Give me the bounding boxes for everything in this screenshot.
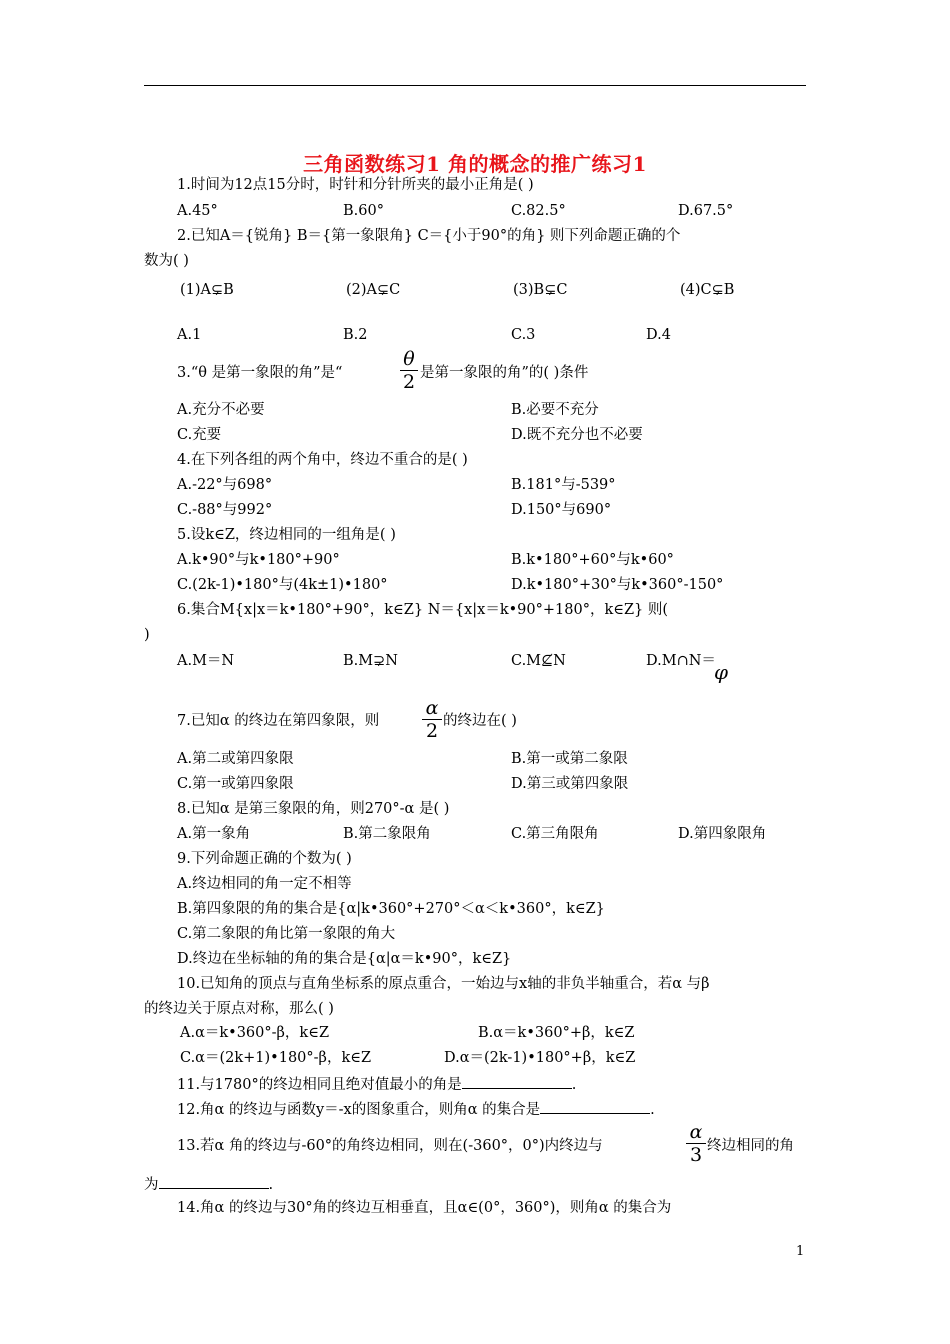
question-7-part-a: 7.已知α 的终边在第四象限，则 [177, 713, 380, 729]
q7-option-c: C.第一或第四象限 [177, 776, 294, 792]
q4-option-b: B.181°与-539° [511, 477, 616, 493]
q8-option-b: B.第二象限角 [343, 826, 431, 842]
q1-option-a: A.45° [177, 203, 218, 219]
question-5: 5.设k∈Z，终边相同的一组角是( ) [177, 527, 396, 543]
question-12-end: . [650, 1102, 655, 1118]
q2-prop-1: (1)A⊊B [180, 282, 234, 298]
question-1: 1.时间为12点15分时，时针和分针所夹的最小正角是( ) [177, 177, 534, 193]
q3-option-a: A.充分不必要 [177, 402, 265, 418]
q4-option-c: C.-88°与992° [177, 502, 273, 518]
question-13-cont-text: 为 [144, 1177, 159, 1193]
q9-option-d: D.终边在坐标轴的角的集合是{α|α＝k•90°，k∈Z} [177, 951, 512, 967]
q3-option-c: C.充要 [177, 427, 222, 443]
question-3-part-a: 3.“θ 是第一象限的角”是“ [177, 365, 343, 381]
page-number: 1 [796, 1244, 805, 1259]
q6-option-d: D.M∩N＝ [646, 653, 716, 669]
q3-option-b: B.必要不充分 [511, 402, 599, 418]
q13-frac-num: α [689, 1121, 703, 1143]
question-14: 14.角α 的终边与30°角的终边互相垂直，且α∈(0°，360°)，则角α 的集合为 [177, 1200, 672, 1216]
question-6: 6.集合M{x|x＝k•180°+90°，k∈Z} N＝{x|x＝k•90°+180°，k∈Z} 则( [177, 602, 669, 618]
q9-option-c: C.第二象限的角比第一象限的角大 [177, 926, 396, 942]
question-12 [177, 1099, 655, 1119]
q13-fraction [686, 1122, 706, 1165]
question-12-text: 12.角α 的终边与函数y＝-x的图象重合，则角α 的集合是 [177, 1102, 541, 1118]
q5-option-b: B.k•180°+60°与k•60° [511, 552, 674, 568]
q7-frac-num: α [425, 697, 439, 719]
q9-option-a: A.终边相同的角一定不相等 [177, 876, 352, 892]
q2-prop-2: (2)A⊊C [346, 282, 401, 298]
question-13-part-b: 终边相同的角 [707, 1138, 794, 1154]
q3-fraction [400, 349, 418, 392]
q1-option-b: B.60° [343, 203, 384, 219]
question-13-cont [144, 1174, 273, 1194]
question-10: 10.已知角的顶点与直角坐标系的原点重合，一始边与x轴的非负半轴重合，若α 与β [177, 976, 710, 992]
q4-option-a: A.-22°与698° [177, 477, 273, 493]
question-4: 4.在下列各组的两个角中，终边不重合的是( ) [177, 452, 468, 468]
q7-option-b: B.第一或第二象限 [511, 751, 628, 767]
question-2: 2.已知A＝{锐角} B＝{第一象限角} C＝{小于90°的角} 则下列命题正确的个 [177, 228, 681, 244]
q10-option-d: D.α＝(2k-1)•180°+β，k∈Z [444, 1050, 636, 1066]
q12-answer-blank [540, 1099, 650, 1114]
q1-option-c: C.82.5° [511, 203, 566, 219]
q10-option-a: A.α＝k•360°-β，k∈Z [180, 1025, 330, 1041]
q2-option-c: C.3 [511, 327, 536, 343]
q9-option-b: B.第四象限的角的集合是{α|k•360°+270°＜α＜k•360°，k∈Z} [177, 901, 605, 917]
question-8: 8.已知α 是第三象限的角，则270°-α 是( ) [177, 801, 450, 817]
q6-option-b: B.M⊋N [343, 653, 398, 669]
q2-option-a: A.1 [177, 327, 202, 343]
question-10-cont: 的终边关于原点对称，那么( ) [144, 1001, 334, 1017]
question-11 [177, 1074, 576, 1094]
q11-answer-blank [462, 1074, 572, 1089]
page-title: 三角函数练习1 角的概念的推广练习1 [303, 152, 647, 176]
q5-option-a: A.k•90°与k•180°+90° [177, 552, 340, 568]
q3-frac-num: θ [403, 348, 415, 370]
header-rule [144, 85, 806, 86]
q4-option-d: D.150°与690° [511, 502, 612, 518]
q13-frac-den: 3 [689, 1144, 703, 1166]
q10-option-c: C.α＝(2k+1)•180°-β，k∈Z [180, 1050, 372, 1066]
q10-option-b: B.α＝k•360°+β，k∈Z [478, 1025, 635, 1041]
question-13-part-a: 13.若α 角的终边与-60°的角终边相同，则在(-360°，0°)内终边与 [177, 1138, 603, 1154]
question-9: 9.下列命题正确的个数为( ) [177, 851, 352, 867]
q2-prop-3: (3)B⊊C [513, 282, 568, 298]
empty-set-symbol: φ [714, 660, 729, 684]
q2-option-b: B.2 [343, 327, 368, 343]
q7-fraction [422, 698, 442, 741]
q8-option-a: A.第一象角 [177, 826, 251, 842]
q6-option-a: A.M＝N [177, 653, 235, 669]
q8-option-d: D.第四象限角 [678, 826, 767, 842]
q2-option-d: D.4 [646, 327, 671, 343]
question-3-part-b: 是第一象限的角”的( )条件 [420, 365, 589, 381]
question-2-cont: 数为( ) [144, 253, 189, 269]
q8-option-c: C.第三角限角 [511, 826, 599, 842]
question-11-text: 11.与1780°的终边相同且绝对值最小的角是 [177, 1077, 462, 1093]
q3-frac-den: 2 [402, 371, 416, 393]
question-6-cont: ) [144, 627, 150, 643]
q1-option-d: D.67.5° [678, 203, 734, 219]
q2-prop-4: (4)C⊊B [680, 282, 735, 298]
q6-option-c: C.M⊈N [511, 653, 566, 669]
q3-option-d: D.既不充分也不必要 [511, 427, 643, 443]
question-11-end: . [571, 1077, 577, 1093]
q13-answer-blank [159, 1174, 269, 1189]
q5-option-c: C.(2k-1)•180°与(4k±1)•180° [177, 577, 388, 593]
q7-option-d: D.第三或第四象限 [511, 776, 629, 792]
q7-option-a: A.第二或第四象限 [177, 751, 294, 767]
q5-option-d: D.k•180°+30°与k•360°-150° [511, 577, 724, 593]
q7-frac-den: 2 [425, 720, 439, 742]
question-7-part-b: 的终边在( ) [443, 713, 517, 729]
question-13-end: . [268, 1177, 274, 1193]
